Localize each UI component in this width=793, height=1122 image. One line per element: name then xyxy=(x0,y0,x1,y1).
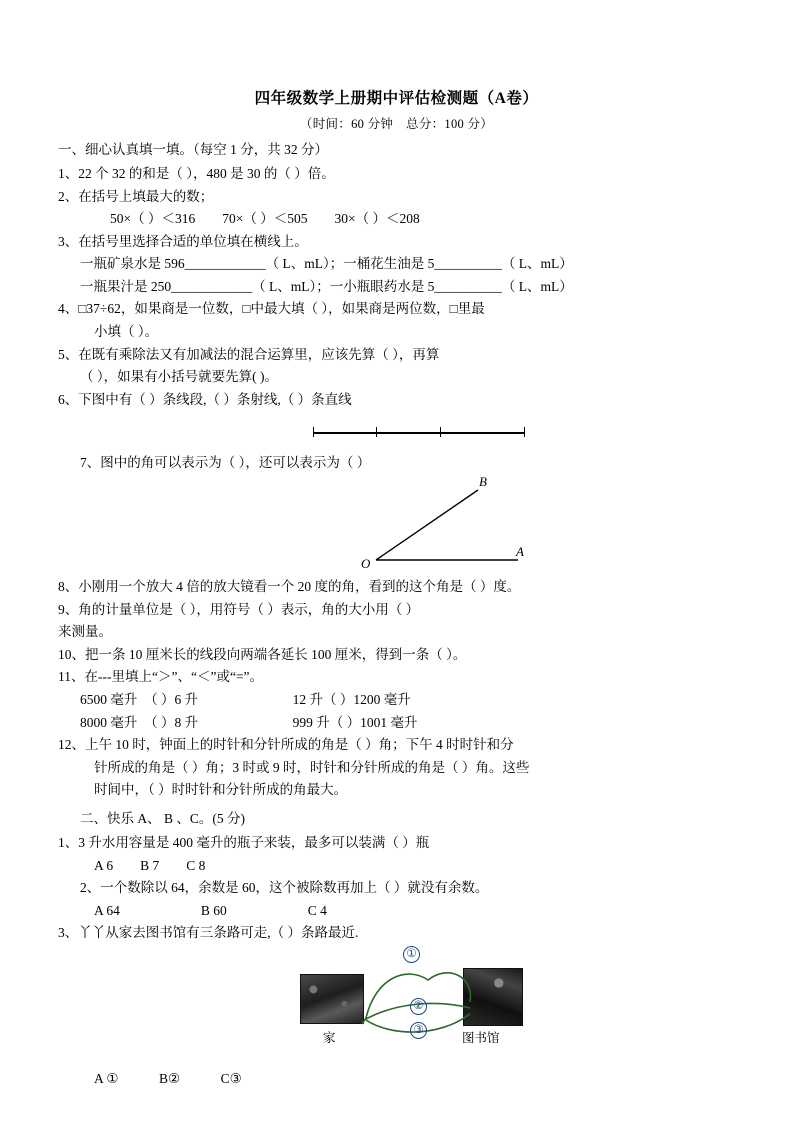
line-segment-figure xyxy=(58,416,735,450)
question-1-4-cont: 小填（ ）。 xyxy=(94,324,159,340)
question-1-3: 3、在括号里选择合适的单位填在横线上。 xyxy=(58,233,308,249)
library-caption: 图书馆 xyxy=(462,1030,500,1045)
question-1-12-cont-a: 针所成的角是（ ）角；3 时或 9 时，时针和分针所成的角是（ ）角。这些 xyxy=(94,759,530,775)
question-1-9-cont: 来测量。 xyxy=(58,624,112,640)
question-1-9: 9、角的计量单位是（ ），用符号（ ）表示，角的大小用（ ） xyxy=(58,601,420,617)
question-1-5: 5、在既有乘除法又有加减法的混合运算里，应该先算（ ），再算 xyxy=(58,346,440,362)
section-1-heading: 一、细心认真填一填。（每空 1 分，共 32 分） xyxy=(58,142,328,157)
question-1-12: 12、上午 10 时，钟面上的时针和分针所成的角是（ ）角；下午 4 时时针和分 xyxy=(58,737,514,753)
segment-point-1 xyxy=(313,427,314,437)
question-1-3-line-a: 一瓶矿泉水是 596____________（ L、mL）；一桶花生油是 5__________（ L、mL） xyxy=(80,256,573,272)
home-caption: 家 xyxy=(323,1030,336,1045)
question-2-2: 2、一个数除以 64，余数是 60，这个被除数再加上（ ）就没有余数。 xyxy=(80,880,489,896)
question-2-3: 3、丫丫从家去图书馆有三条路可走,（ ）条路最近. xyxy=(58,925,359,941)
question-1-10: 10、把一条 10 厘米长的线段向两端各延长 100 厘米，得到一条（ ）。 xyxy=(58,646,467,662)
question-1-8: 8、小刚用一个放大 4 倍的放大镜看一个 20 度的角，看到的这个角是（ ）度。 xyxy=(58,579,521,595)
page-subtitle: （时间：60 分钟 总分：100 分） xyxy=(299,117,494,131)
question-1-5-cont: （ ），如果有小括号就要先算( )。 xyxy=(80,369,278,385)
question-1-2-values: 50×（ ）＜316 70×（ ）＜505 30×（ ）＜208 xyxy=(110,211,420,227)
question-1-1: 1、22 个 32 的和是（ ），480 是 30 的（ ）倍。 xyxy=(58,165,335,181)
question-2-1-choices: A 6 B 7 C 8 xyxy=(94,857,206,873)
segment-point-4 xyxy=(524,427,525,437)
segment-point-3 xyxy=(440,427,441,437)
question-1-4: 4、□37÷62，如果商是一位数，□中最大填（ ），如果商是两位数，□里最 xyxy=(58,301,485,317)
question-2-1: 1、3 升水用容量是 400 毫升的瓶子来装，最多可以装满（ ）瓶 xyxy=(58,834,430,850)
question-2-2-choices: A 64 B 60 C 4 xyxy=(94,902,327,918)
angle-label-b: B xyxy=(479,474,487,490)
angle-figure xyxy=(58,474,735,572)
section-2-heading: 二、快乐 A、 B 、C。(5 分) xyxy=(80,810,245,826)
angle-drawing xyxy=(358,478,558,570)
question-1-11-row-a: 6500 毫升 （ ）6 升 12 升（ ）1200 毫升 xyxy=(80,692,411,708)
question-1-2: 2、在括号上填最大的数； xyxy=(58,188,214,204)
question-2-3-choices: A ① B② C③ xyxy=(94,1070,242,1086)
road-label-3: ③ xyxy=(410,1022,427,1039)
question-1-11-row-b: 8000 毫升 （ ）8 升 999 升（ ）1001 毫升 xyxy=(80,714,418,730)
question-1-3-line-b: 一瓶果汁是 250____________（ L、mL）；一小瓶眼药水是 5__________（ L、mL） xyxy=(80,278,573,294)
segment-line xyxy=(313,432,525,434)
road-label-1: ① xyxy=(403,946,420,963)
road-label-2: ② xyxy=(410,998,427,1015)
page-title: 四年级数学上册期中评估检测题（A卷） xyxy=(254,90,539,107)
angle-label-o: O xyxy=(361,556,371,572)
question-1-11: 11、在---里填上“＞”、“＜”或“=”。 xyxy=(58,669,264,685)
angle-label-a: A xyxy=(516,544,524,560)
question-1-12-cont-b: 时间中，（ ）时时针和分针所成的角最大。 xyxy=(94,782,348,798)
map-figure xyxy=(58,947,735,1062)
question-1-7: 7、图中的角可以表示为（ ），还可以表示为（ ） xyxy=(80,455,371,471)
question-1-6: 6、下图中有（ ）条线段,（ ）条射线,（ ）条直线 xyxy=(58,391,352,407)
segment-point-2 xyxy=(376,427,377,437)
